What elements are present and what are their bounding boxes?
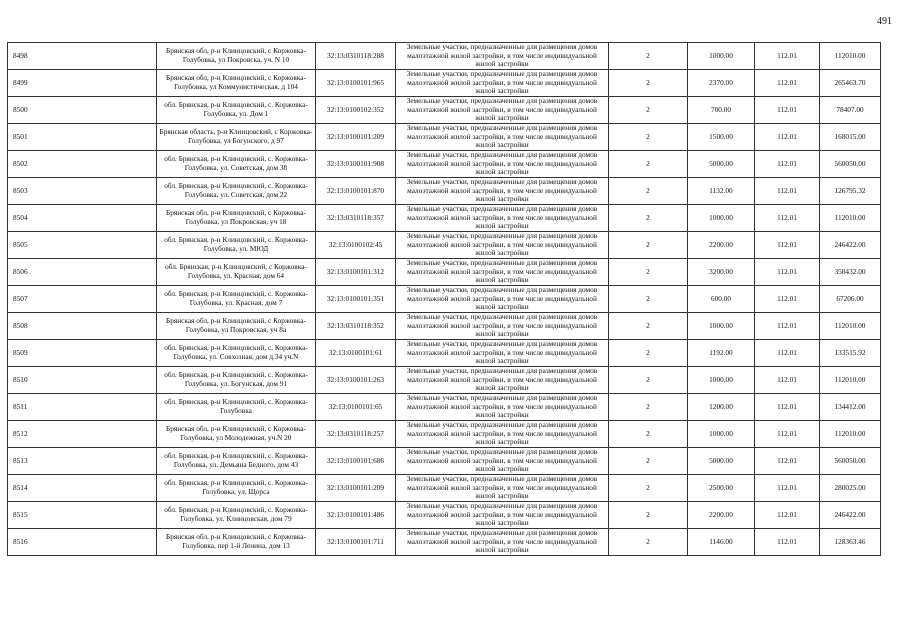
table-row: [8, 259, 881, 286]
address-cell: Брянская обл, р-н Клинцовский, с Коржовка-Голубовка, ул Покровская, уч 18: [157, 205, 316, 232]
group-cell: 2: [609, 448, 688, 475]
cadastral-value-cell: 126795.32: [820, 178, 881, 205]
land-category-cell: Земельные участки, предназначенные для размещения домов малоэтажной жилой застройки, в том числе индивидуальной жилой застройки: [396, 205, 609, 232]
rate-cell: 112.01: [755, 124, 820, 151]
group-cell: 2: [609, 529, 688, 556]
group-cell: 2: [609, 286, 688, 313]
row-number: 8509: [8, 340, 157, 367]
group-cell: 2: [609, 421, 688, 448]
cadastral-value-cell: 112010.00: [820, 313, 881, 340]
address-cell: Брянская обл, р-н Клинцовский, с Коржовка-Голубовка, ул Покровска, уч. N 10: [157, 43, 316, 70]
row-number: 8500: [8, 97, 157, 124]
area-cell: 600.00: [688, 286, 755, 313]
group-cell: 2: [609, 313, 688, 340]
rate-cell: 112.01: [755, 448, 820, 475]
group-cell: 2: [609, 502, 688, 529]
address-cell: обл. Брянская, р-н Клинцовский, с. Коржовка-Голубовка, ул. МЮД: [157, 232, 316, 259]
table-row: [8, 232, 881, 259]
table-row: [8, 97, 881, 124]
row-number: 8505: [8, 232, 157, 259]
row-number: 8499: [8, 70, 157, 97]
address-cell: обл. Брянская, р-н Клинцовский, с. Коржовка-Голубовка: [157, 394, 316, 421]
table-row: [8, 205, 881, 232]
rate-cell: 112.01: [755, 313, 820, 340]
group-cell: 2: [609, 124, 688, 151]
address-cell: обл. Брянская, р-н Клинцовский, с. Коржовка-Голубовка, ул. Советская, дом 38: [157, 151, 316, 178]
area-cell: 1000.00: [688, 421, 755, 448]
cadastral-number-cell: 32:13:0310118:257: [316, 421, 396, 448]
row-number: 8511: [8, 394, 157, 421]
cadastral-number-cell: 32:13:0100101:312: [316, 259, 396, 286]
rate-cell: 112.01: [755, 43, 820, 70]
land-category-cell: Земельные участки, предназначенные для размещения домов малоэтажной жилой застройки, в том числе индивидуальной жилой застройки: [396, 340, 609, 367]
area-cell: 1132.00: [688, 178, 755, 205]
row-number: 8515: [8, 502, 157, 529]
group-cell: 2: [609, 70, 688, 97]
cadastral-number-cell: 32:13:0100101:209: [316, 124, 396, 151]
cadastral-value-cell: 265463.70: [820, 70, 881, 97]
group-cell: 2: [609, 205, 688, 232]
area-cell: 2200.00: [688, 502, 755, 529]
row-number: 8506: [8, 259, 157, 286]
table-row: [8, 178, 881, 205]
address-cell: Брянская обл, р-н Клинцовский, с Коржовка-Голубовка, ул Коммунистическая, д 104: [157, 70, 316, 97]
table-row: [8, 43, 881, 70]
land-category-cell: Земельные участки, предназначенные для размещения домов малоэтажной жилой застройки, в том числе индивидуальной жилой застройки: [396, 124, 609, 151]
rate-cell: 112.01: [755, 421, 820, 448]
cadastral-number-cell: 32:13:0100101:486: [316, 502, 396, 529]
address-cell: Брянская область, р-н Клинцовский, с Коржовка-Голубовка, ул Богунского, д 97: [157, 124, 316, 151]
cadastral-number-cell: 32:13:0100101:711: [316, 529, 396, 556]
cadastral-number-cell: 32:13:0100101:351: [316, 286, 396, 313]
area-cell: 2500.00: [688, 475, 755, 502]
rate-cell: 112.01: [755, 394, 820, 421]
row-number: 8498: [8, 43, 157, 70]
area-cell: 1000.00: [688, 205, 755, 232]
land-category-cell: Земельные участки, предназначенные для размещения домов малоэтажной жилой застройки, в том числе индивидуальной жилой застройки: [396, 313, 609, 340]
cadastral-number-cell: 32:13:0100101:965: [316, 70, 396, 97]
rate-cell: 112.01: [755, 70, 820, 97]
area-cell: 5000.00: [688, 151, 755, 178]
row-number: 8508: [8, 313, 157, 340]
land-category-cell: Земельные участки, предназначенные для размещения домов малоэтажной жилой застройки, в том числе индивидуальной жилой застройки: [396, 151, 609, 178]
group-cell: 2: [609, 232, 688, 259]
cadastral-value-cell: 78407.00: [820, 97, 881, 124]
cadastral-value-cell: 112010.00: [820, 205, 881, 232]
cadastral-value-cell: 168015.00: [820, 124, 881, 151]
group-cell: 2: [609, 340, 688, 367]
area-cell: 700.00: [688, 97, 755, 124]
rate-cell: 112.01: [755, 340, 820, 367]
address-cell: обл. Брянская, р-н Клинцовский, с Коржовка-Голубовка, ул. Красная, дом 64: [157, 259, 316, 286]
cadastral-value-cell: 112010.00: [820, 421, 881, 448]
land-category-cell: Земельные участки, предназначенные для размещения домов малоэтажной жилой застройки, в том числе индивидуальной жилой застройки: [396, 97, 609, 124]
cadastral-value-cell: 134412.00: [820, 394, 881, 421]
address-cell: обл. Брянская, р-н Клинцовский, с. Коржовка-Голубовка, ул. Клинцовская, дом 79: [157, 502, 316, 529]
table-row: [8, 286, 881, 313]
cadastral-value-cell: 246422.00: [820, 232, 881, 259]
area-cell: 2370.00: [688, 70, 755, 97]
area-cell: 1000.00: [688, 313, 755, 340]
rate-cell: 112.01: [755, 286, 820, 313]
address-cell: обл. Брянская, р-н Клинцовский, с. Коржовка-Голубовка, ул. Демьяна Бедного, дом 43: [157, 448, 316, 475]
address-cell: Брянская обл, р-н Клинцовский, с Коржовка-Голубовка, ул Молодежная, уч.N 20: [157, 421, 316, 448]
row-number: 8507: [8, 286, 157, 313]
land-category-cell: Земельные участки, предназначенные для размещения домов малоэтажной жилой застройки, в том числе индивидуальной жилой застройки: [396, 232, 609, 259]
rate-cell: 112.01: [755, 205, 820, 232]
rate-cell: 112.01: [755, 259, 820, 286]
cadastral-number-cell: 32:13:0100102:45: [316, 232, 396, 259]
cadastral-number-cell: 32:13:0100101:263: [316, 367, 396, 394]
row-number: 8501: [8, 124, 157, 151]
area-cell: 1000.00: [688, 43, 755, 70]
address-cell: обл. Брянская, р-н Клинцовский, с. Коржовка-Голубовка, ул. Дом 1: [157, 97, 316, 124]
table-row: [8, 367, 881, 394]
land-category-cell: Земельные участки, предназначенные для размещения домов малоэтажной жилой застройки, в том числе индивидуальной жилой застройки: [396, 259, 609, 286]
cadastral-number-cell: 32:13:0100101:61: [316, 340, 396, 367]
table-row: [8, 151, 881, 178]
cadastral-number-cell: 32:13:0100101:870: [316, 178, 396, 205]
rate-cell: 112.01: [755, 151, 820, 178]
land-category-cell: Земельные участки, предназначенные для размещения домов малоэтажной жилой застройки, в том числе индивидуальной жилой застройки: [396, 367, 609, 394]
cadastral-value-cell: 67206.00: [820, 286, 881, 313]
cadastral-value-cell: 280025.00: [820, 475, 881, 502]
rate-cell: 112.01: [755, 367, 820, 394]
area-cell: 1200.00: [688, 394, 755, 421]
rate-cell: 112.01: [755, 475, 820, 502]
rate-cell: 112.01: [755, 529, 820, 556]
row-number: 8504: [8, 205, 157, 232]
cadastral-value-cell: 112010.00: [820, 43, 881, 70]
row-number: 8510: [8, 367, 157, 394]
group-cell: 2: [609, 394, 688, 421]
table-row: [8, 502, 881, 529]
area-cell: 5000.00: [688, 448, 755, 475]
cadastral-value-cell: 560050.00: [820, 448, 881, 475]
area-cell: 1192.00: [688, 340, 755, 367]
land-registry-table: [7, 42, 881, 556]
address-cell: обл. Брянская, р-н Клинцовский, с. Коржовка-Голубовка, ул. Совхозная, дом д.34 уч.N: [157, 340, 316, 367]
cadastral-number-cell: 32:13:0310118:352: [316, 313, 396, 340]
land-category-cell: Земельные участки, предназначенные для размещения домов малоэтажной жилой застройки, в том числе индивидуальной жилой застройки: [396, 421, 609, 448]
area-cell: 1146.00: [688, 529, 755, 556]
group-cell: 2: [609, 43, 688, 70]
cadastral-number-cell: 32:13:0100101:908: [316, 151, 396, 178]
table-row: [8, 421, 881, 448]
cadastral-number-cell: 32:13:0100101:686: [316, 448, 396, 475]
group-cell: 2: [609, 259, 688, 286]
table-row: [8, 70, 881, 97]
rate-cell: 112.01: [755, 97, 820, 124]
group-cell: 2: [609, 151, 688, 178]
cadastral-value-cell: 560050.00: [820, 151, 881, 178]
table-row: [8, 124, 881, 151]
table-row: [8, 313, 881, 340]
cadastral-number-cell: 32:13:0100102:352: [316, 97, 396, 124]
rate-cell: 112.01: [755, 178, 820, 205]
cadastral-value-cell: 133515.92: [820, 340, 881, 367]
table-row: [8, 340, 881, 367]
row-number: 8502: [8, 151, 157, 178]
land-category-cell: Земельные участки, предназначенные для размещения домов малоэтажной жилой застройки, в том числе индивидуальной жилой застройки: [396, 286, 609, 313]
address-cell: Брянская обл, р-н Клинцовский, с Коржовка-Голубовка, пер 1-й Ленина, дом 13: [157, 529, 316, 556]
address-cell: обл. Брянская, р-н Клинцовский, с. Коржовка-Голубовка, ул. Щорса: [157, 475, 316, 502]
row-number: 8516: [8, 529, 157, 556]
land-category-cell: Земельные участки, предназначенные для размещения домов малоэтажной жилой застройки, в том числе индивидуальной жилой застройки: [396, 178, 609, 205]
area-cell: 2200.00: [688, 232, 755, 259]
table-row: [8, 529, 881, 556]
cadastral-number-cell: 32:13:0100101:65: [316, 394, 396, 421]
address-cell: Брянская обл, р-н Клинцовский, с Коржовка-Голубовка, ул Покровская, уч 8а: [157, 313, 316, 340]
page-number: 491: [877, 16, 892, 27]
group-cell: 2: [609, 178, 688, 205]
row-number: 8503: [8, 178, 157, 205]
land-category-cell: Земельные участки, предназначенные для размещения домов малоэтажной жилой застройки, в том числе индивидуальной жилой застройки: [396, 70, 609, 97]
cadastral-value-cell: 358432.00: [820, 259, 881, 286]
cadastral-value-cell: 128363.46: [820, 529, 881, 556]
group-cell: 2: [609, 367, 688, 394]
address-cell: обл. Брянская, р-н Клинцовский, с. Коржовка-Голубовка, ул. Красная, дом 7: [157, 286, 316, 313]
group-cell: 2: [609, 97, 688, 124]
address-cell: обл. Брянская, р-н Клинцовский, с. Коржовка-Голубовка, ул. Советская, дом 22: [157, 178, 316, 205]
rate-cell: 112.01: [755, 502, 820, 529]
rate-cell: 112.01: [755, 232, 820, 259]
area-cell: 3200.00: [688, 259, 755, 286]
cadastral-number-cell: 32:13:0310118:357: [316, 205, 396, 232]
cadastral-value-cell: 112010.00: [820, 367, 881, 394]
row-number: 8512: [8, 421, 157, 448]
table-row: [8, 394, 881, 421]
area-cell: 1000.00: [688, 367, 755, 394]
land-category-cell: Земельные участки, предназначенные для размещения домов малоэтажной жилой застройки, в том числе индивидуальной жилой застройки: [396, 448, 609, 475]
table-row: [8, 475, 881, 502]
cadastral-value-cell: 246422.00: [820, 502, 881, 529]
row-number: 8513: [8, 448, 157, 475]
cadastral-number-cell: 32:13:0310118:288: [316, 43, 396, 70]
land-category-cell: Земельные участки, предназначенные для размещения домов малоэтажной жилой застройки, в том числе индивидуальной жилой застройки: [396, 529, 609, 556]
land-category-cell: Земельные участки, предназначенные для размещения домов малоэтажной жилой застройки, в том числе индивидуальной жилой застройки: [396, 475, 609, 502]
cadastral-number-cell: 32:13:0100101:209: [316, 475, 396, 502]
table-row: [8, 448, 881, 475]
row-number: 8514: [8, 475, 157, 502]
area-cell: 1500.00: [688, 124, 755, 151]
land-category-cell: Земельные участки, предназначенные для размещения домов малоэтажной жилой застройки, в том числе индивидуальной жилой застройки: [396, 502, 609, 529]
address-cell: обл. Брянская, р-н Клинцовский, с. Коржовка-Голубовка, ул. Богунская, дом 91: [157, 367, 316, 394]
land-category-cell: Земельные участки, предназначенные для размещения домов малоэтажной жилой застройки, в том числе индивидуальной жилой застройки: [396, 394, 609, 421]
group-cell: 2: [609, 475, 688, 502]
land-category-cell: Земельные участки, предназначенные для размещения домов малоэтажной жилой застройки, в том числе индивидуальной жилой застройки: [396, 43, 609, 70]
